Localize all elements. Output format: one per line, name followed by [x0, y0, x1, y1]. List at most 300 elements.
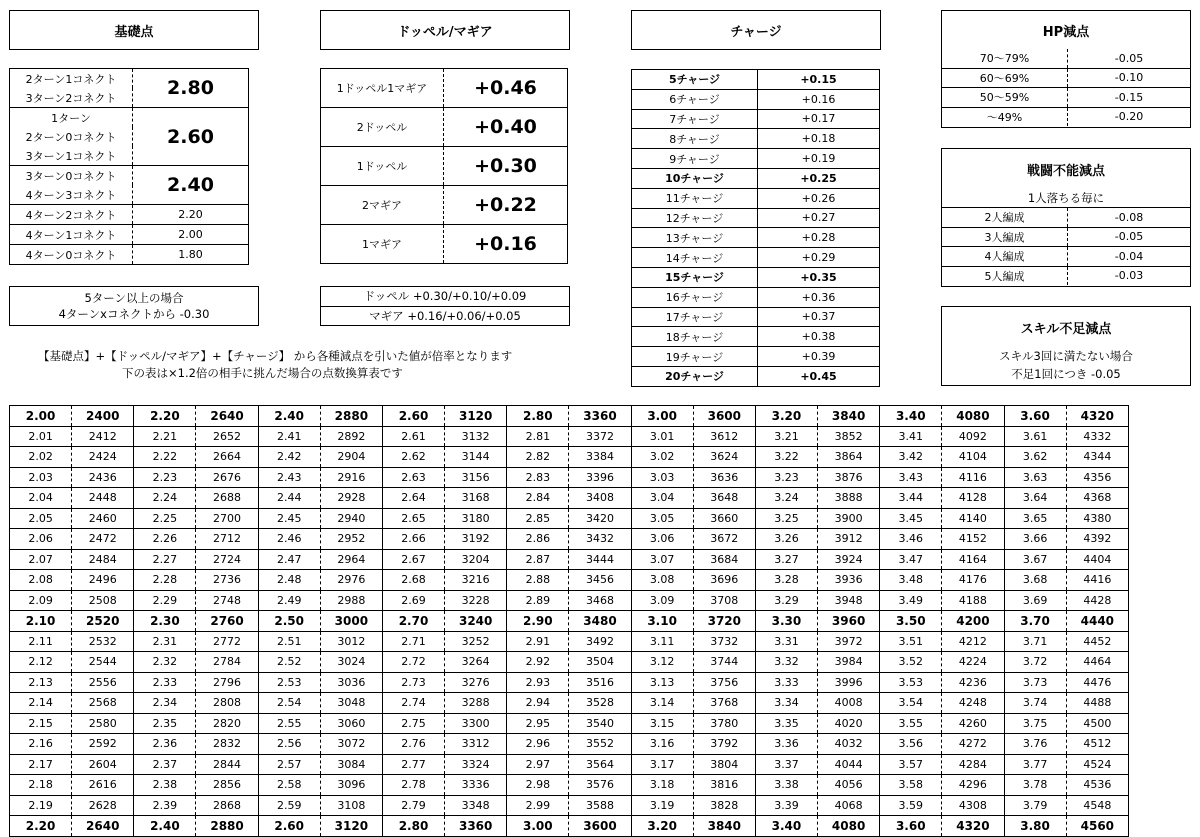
score-cell: 3744 — [693, 652, 755, 673]
score-cell: 3540 — [569, 713, 631, 734]
score-cell: 2796 — [196, 672, 258, 693]
multiplier-cell: 3.73 — [1004, 672, 1066, 693]
score-cell: 4488 — [1066, 693, 1128, 714]
multiplier-cell: 3.76 — [1004, 734, 1066, 755]
score-cell: 3780 — [693, 713, 755, 734]
score-cell: 4068 — [818, 795, 880, 816]
multiplier-cell: 3.74 — [1004, 693, 1066, 714]
multiplier-cell: 2.48 — [258, 570, 320, 591]
multiplier-cell: 2.36 — [134, 734, 196, 755]
base-note-line1: 5ターン以上の場合 — [84, 291, 184, 305]
score-cell: 3204 — [445, 549, 507, 570]
table-row — [10, 775, 1129, 796]
score-cell: 3624 — [693, 447, 755, 468]
score-cell: 2988 — [320, 590, 382, 611]
multiplier-cell: 2.49 — [258, 590, 320, 611]
score-cell: 3276 — [445, 672, 507, 693]
multiplier-cell: 3.78 — [1004, 775, 1066, 796]
hp-label: 70～79% — [942, 49, 1068, 68]
multiplier-cell: 3.29 — [755, 590, 817, 611]
table-row — [10, 713, 1129, 734]
charge-value: +0.15 — [758, 70, 880, 90]
score-cell: 3036 — [320, 672, 382, 693]
multiplier-cell: 2.60 — [258, 816, 320, 837]
multiplier-cell: 2.58 — [258, 775, 320, 796]
score-cell: 3228 — [445, 590, 507, 611]
charge-label: 12チャージ — [632, 208, 758, 228]
score-cell: 3516 — [569, 672, 631, 693]
score-cell: 2856 — [196, 775, 258, 796]
score-cell: 2748 — [196, 590, 258, 611]
multiplier-cell: 2.53 — [258, 672, 320, 693]
hp-header: HP減点 — [941, 10, 1191, 50]
multiplier-cell: 3.15 — [631, 713, 693, 734]
multiplier-cell: 2.52 — [258, 652, 320, 673]
score-cell: 2928 — [320, 488, 382, 509]
score-cell: 3672 — [693, 529, 755, 550]
score-cell: 2724 — [196, 549, 258, 570]
charge-value: +0.26 — [758, 188, 880, 208]
base-row — [10, 225, 249, 245]
hp-row — [942, 68, 1190, 88]
score-cell: 3420 — [569, 508, 631, 529]
formula-line2: 下の表は×1.2倍の相手に挑んだ場合の点数換算表です — [122, 366, 403, 380]
ko-value: -0.08 — [1068, 208, 1191, 228]
multiplier-cell: 3.12 — [631, 652, 693, 673]
score-cell: 3876 — [818, 467, 880, 488]
score-cell: 2592 — [72, 734, 134, 755]
multiplier-cell: 3.62 — [1004, 447, 1066, 468]
base-label: 2ターン0コネクト — [10, 127, 133, 146]
score-cell: 3132 — [445, 426, 507, 447]
charge-label: 6チャージ — [632, 89, 758, 109]
charge-row — [632, 228, 880, 248]
score-cell: 2904 — [320, 447, 382, 468]
multiplier-cell: 3.26 — [755, 529, 817, 550]
score-cell: 3336 — [445, 775, 507, 796]
multiplier-cell: 3.40 — [755, 816, 817, 837]
multiplier-cell: 3.48 — [880, 570, 942, 591]
score-cell: 3924 — [818, 549, 880, 570]
score-cell: 4164 — [942, 549, 1004, 570]
charge-label: 17チャージ — [632, 307, 758, 327]
score-cell: 4500 — [1066, 713, 1128, 734]
multiplier-cell: 2.12 — [10, 652, 72, 673]
score-cell: 4320 — [1066, 406, 1128, 427]
score-cell: 3660 — [693, 508, 755, 529]
multiplier-cell: 3.79 — [1004, 795, 1066, 816]
multiplier-cell: 2.97 — [507, 754, 569, 775]
ko-box — [941, 148, 1191, 287]
charge-row — [632, 267, 880, 287]
score-cell: 2628 — [72, 795, 134, 816]
hp-row — [942, 49, 1190, 68]
charge-value: +0.29 — [758, 248, 880, 268]
table-row — [10, 590, 1129, 611]
score-cell: 4152 — [942, 529, 1004, 550]
table-row — [10, 611, 1129, 632]
multiplier-cell: 3.58 — [880, 775, 942, 796]
multiplier-cell: 2.44 — [258, 488, 320, 509]
multiplier-cell: 3.31 — [755, 631, 817, 652]
multiplier-cell: 3.45 — [880, 508, 942, 529]
multiplier-cell: 3.39 — [755, 795, 817, 816]
score-cell: 3168 — [445, 488, 507, 509]
multiplier-cell: 3.20 — [631, 816, 693, 837]
score-cell: 3024 — [320, 652, 382, 673]
multiplier-cell: 2.72 — [382, 652, 444, 673]
base-note — [9, 286, 259, 326]
score-cell: 2736 — [196, 570, 258, 591]
multiplier-cell: 3.41 — [880, 426, 942, 447]
score-cell: 2520 — [72, 611, 134, 632]
score-cell: 3252 — [445, 631, 507, 652]
score-cell: 3972 — [818, 631, 880, 652]
multiplier-cell: 3.30 — [755, 611, 817, 632]
ko-table — [942, 207, 1190, 285]
charge-value: +0.28 — [758, 228, 880, 248]
score-cell: 4044 — [818, 754, 880, 775]
charge-row — [632, 287, 880, 307]
charge-value: +0.16 — [758, 89, 880, 109]
multiplier-cell: 3.50 — [880, 611, 942, 632]
multiplier-cell: 3.24 — [755, 488, 817, 509]
multiplier-cell: 2.20 — [10, 816, 72, 837]
score-cell: 4260 — [942, 713, 1004, 734]
base-header: 基礎点 — [9, 10, 259, 50]
charge-row — [632, 89, 880, 109]
base-label: 4ターン0コネクト — [10, 245, 133, 265]
score-cell: 4104 — [942, 447, 1004, 468]
charge-row — [632, 188, 880, 208]
score-cell: 2868 — [196, 795, 258, 816]
doppel-label: 2ドッペル — [321, 108, 444, 147]
score-cell: 2484 — [72, 549, 134, 570]
charge-label: 10チャージ — [632, 168, 758, 188]
multiplier-cell: 2.85 — [507, 508, 569, 529]
doppel-row — [321, 147, 568, 186]
score-cell: 3564 — [569, 754, 631, 775]
multiplier-cell: 2.15 — [10, 713, 72, 734]
doppel-value: +0.30 — [444, 147, 568, 186]
table-row — [10, 406, 1129, 427]
score-cell: 4404 — [1066, 549, 1128, 570]
base-label: 4ターン3コネクト — [10, 185, 133, 205]
score-cell: 3984 — [818, 652, 880, 673]
multiplier-cell: 2.63 — [382, 467, 444, 488]
table-row — [10, 426, 1129, 447]
multiplier-cell: 3.75 — [1004, 713, 1066, 734]
charge-table — [631, 69, 880, 387]
hp-value: -0.15 — [1068, 88, 1191, 108]
multiplier-cell: 3.43 — [880, 467, 942, 488]
charge-label: 15チャージ — [632, 267, 758, 287]
charge-label: 11チャージ — [632, 188, 758, 208]
multiplier-cell: 3.44 — [880, 488, 942, 509]
score-cell: 4008 — [818, 693, 880, 714]
score-cell: 4308 — [942, 795, 1004, 816]
multiplier-cell: 3.21 — [755, 426, 817, 447]
score-cell: 3048 — [320, 693, 382, 714]
multiplier-cell: 3.56 — [880, 734, 942, 755]
multiplier-cell: 2.64 — [382, 488, 444, 509]
score-cell: 3684 — [693, 549, 755, 570]
multiplier-cell: 2.55 — [258, 713, 320, 734]
score-cell: 3216 — [445, 570, 507, 591]
multiplier-cell: 3.19 — [631, 795, 693, 816]
charge-row — [632, 109, 880, 129]
multiplier-cell: 2.42 — [258, 447, 320, 468]
score-cell: 3828 — [693, 795, 755, 816]
doppel-header: ドッペル/マギア — [320, 10, 570, 50]
multiplier-cell: 2.84 — [507, 488, 569, 509]
multiplier-cell: 3.49 — [880, 590, 942, 611]
score-cell: 2580 — [72, 713, 134, 734]
score-cell: 4116 — [942, 467, 1004, 488]
multiplier-cell: 3.27 — [755, 549, 817, 570]
base-row — [10, 205, 249, 225]
table-row — [10, 447, 1129, 468]
multiplier-cell: 2.94 — [507, 693, 569, 714]
hp-value: -0.20 — [1114, 110, 1144, 124]
multiplier-cell: 2.35 — [134, 713, 196, 734]
table-row — [10, 693, 1129, 714]
score-cell: 3120 — [445, 406, 507, 427]
score-cell: 2664 — [196, 447, 258, 468]
multiplier-cell: 3.28 — [755, 570, 817, 591]
base-row — [10, 69, 249, 89]
score-cell: 3840 — [818, 406, 880, 427]
score-cell: 2964 — [320, 549, 382, 570]
score-cell: 3504 — [569, 652, 631, 673]
score-cell: 2496 — [72, 570, 134, 591]
multiplier-cell: 3.23 — [755, 467, 817, 488]
base-label: 3ターン2コネクト — [10, 88, 133, 108]
base-label: 4ターン2コネクト — [10, 205, 133, 225]
doppel-note — [320, 286, 570, 326]
table-row — [10, 652, 1129, 673]
score-cell: 3288 — [445, 693, 507, 714]
ko-row — [942, 247, 1190, 267]
score-cell: 4020 — [818, 713, 880, 734]
multiplier-cell: 2.70 — [382, 611, 444, 632]
hp-table-box — [941, 49, 1191, 128]
doppel-label: 1ドッペル — [321, 147, 444, 186]
doppel-note-line2: マギア +0.16/+0.06/+0.05 — [369, 309, 521, 323]
charge-header: チャージ — [631, 10, 881, 50]
multiplier-cell: 3.64 — [1004, 488, 1066, 509]
base-row — [10, 245, 249, 265]
multiplier-cell: 2.68 — [382, 570, 444, 591]
hp-row — [942, 88, 1190, 108]
hp-label: 50～59% — [942, 88, 1068, 108]
skill-header: スキル不足減点 — [1020, 321, 1112, 337]
base-label: 3ターン1コネクト — [10, 146, 133, 166]
charge-label: 7チャージ — [632, 109, 758, 129]
base-value: 1.80 — [178, 248, 203, 261]
multiplier-cell: 2.96 — [507, 734, 569, 755]
charge-label: 18チャージ — [632, 327, 758, 347]
table-row — [10, 549, 1129, 570]
score-cell: 2412 — [72, 426, 134, 447]
score-cell: 4464 — [1066, 652, 1128, 673]
multiplier-cell: 2.57 — [258, 754, 320, 775]
score-cell: 4428 — [1066, 590, 1128, 611]
multiplier-cell: 2.06 — [10, 529, 72, 550]
doppel-row — [321, 225, 568, 264]
multiplier-cell: 2.66 — [382, 529, 444, 550]
charge-value: +0.36 — [758, 287, 880, 307]
score-cell: 3636 — [693, 467, 755, 488]
multiplier-cell: 3.59 — [880, 795, 942, 816]
multiplier-cell: 2.30 — [134, 611, 196, 632]
score-cell: 3072 — [320, 734, 382, 755]
multiplier-cell: 2.88 — [507, 570, 569, 591]
multiplier-cell: 2.80 — [382, 816, 444, 837]
score-cell: 4380 — [1066, 508, 1128, 529]
multiplier-cell: 3.16 — [631, 734, 693, 755]
score-cell: 4176 — [942, 570, 1004, 591]
multiplier-cell: 3.14 — [631, 693, 693, 714]
ko-header: 戦闘不能減点 — [1026, 163, 1105, 179]
base-value: 2.80 — [133, 69, 249, 108]
base-label: 3ターン0コネクト — [10, 166, 133, 186]
score-cell: 3528 — [569, 693, 631, 714]
multiplier-cell: 2.87 — [507, 549, 569, 570]
multiplier-cell: 2.29 — [134, 590, 196, 611]
doppel-magia-table — [320, 68, 568, 264]
charge-value: +0.18 — [758, 129, 880, 149]
score-cell: 3720 — [693, 611, 755, 632]
score-cell: 4056 — [818, 775, 880, 796]
score-cell: 3888 — [818, 488, 880, 509]
multiplier-cell: 3.53 — [880, 672, 942, 693]
multiplier-cell: 2.90 — [507, 611, 569, 632]
score-cell: 4224 — [942, 652, 1004, 673]
multiplier-cell: 2.83 — [507, 467, 569, 488]
multiplier-cell: 2.10 — [10, 611, 72, 632]
multiplier-cell: 3.17 — [631, 754, 693, 775]
ko-subtitle: 1人落ちる毎に — [1027, 191, 1105, 205]
score-cell: 2448 — [72, 488, 134, 509]
charge-label: 8チャージ — [632, 129, 758, 149]
base-value: 2.60 — [133, 108, 249, 166]
base-note-line2: 4ターンxコネクトから -0.30 — [58, 307, 210, 321]
multiplier-cell: 3.33 — [755, 672, 817, 693]
multiplier-cell: 2.19 — [10, 795, 72, 816]
multiplier-cell: 2.92 — [507, 652, 569, 673]
hp-label: ～49% — [942, 107, 1068, 126]
score-cell: 3900 — [818, 508, 880, 529]
multiplier-cell: 3.00 — [631, 406, 693, 427]
score-cell: 3852 — [818, 426, 880, 447]
score-cell: 2712 — [196, 529, 258, 550]
multiplier-cell: 2.21 — [134, 426, 196, 447]
charge-value: +0.38 — [758, 327, 880, 347]
score-cell: 3600 — [569, 816, 631, 837]
table-row — [10, 816, 1129, 837]
score-cell: 3756 — [693, 672, 755, 693]
table-row — [10, 467, 1129, 488]
multiplier-cell: 2.45 — [258, 508, 320, 529]
score-cell: 2952 — [320, 529, 382, 550]
doppel-row — [321, 108, 568, 147]
multiplier-cell: 3.05 — [631, 508, 693, 529]
charge-value: +0.45 — [800, 369, 837, 383]
multiplier-cell: 3.02 — [631, 447, 693, 468]
multiplier-cell: 3.71 — [1004, 631, 1066, 652]
multiplier-cell: 2.46 — [258, 529, 320, 550]
multiplier-cell: 3.00 — [507, 816, 569, 837]
score-cell: 3480 — [569, 611, 631, 632]
multiplier-cell: 2.18 — [10, 775, 72, 796]
score-cell: 2892 — [320, 426, 382, 447]
multiplier-cell: 3.10 — [631, 611, 693, 632]
score-cell: 3948 — [818, 590, 880, 611]
score-conversion-table — [9, 405, 1129, 837]
multiplier-cell: 3.65 — [1004, 508, 1066, 529]
score-cell: 4296 — [942, 775, 1004, 796]
multiplier-cell: 3.32 — [755, 652, 817, 673]
multiplier-cell: 2.67 — [382, 549, 444, 570]
score-cell: 2700 — [196, 508, 258, 529]
score-cell: 3648 — [693, 488, 755, 509]
multiplier-cell: 3.08 — [631, 570, 693, 591]
multiplier-cell: 2.98 — [507, 775, 569, 796]
score-cell: 3192 — [445, 529, 507, 550]
score-cell: 3552 — [569, 734, 631, 755]
skill-line2: 不足1回につき -0.05 — [1011, 367, 1121, 381]
multiplier-cell: 2.23 — [134, 467, 196, 488]
charge-label: 16チャージ — [632, 287, 758, 307]
multiplier-cell: 3.70 — [1004, 611, 1066, 632]
score-cell: 2640 — [196, 406, 258, 427]
multiplier-cell: 3.18 — [631, 775, 693, 796]
multiplier-cell: 3.13 — [631, 672, 693, 693]
score-cell: 3936 — [818, 570, 880, 591]
multiplier-cell: 3.25 — [755, 508, 817, 529]
multiplier-cell: 2.69 — [382, 590, 444, 611]
multiplier-cell: 2.91 — [507, 631, 569, 652]
score-cell: 2844 — [196, 754, 258, 775]
score-cell: 3912 — [818, 529, 880, 550]
base-row — [10, 108, 249, 128]
charge-row — [632, 70, 880, 90]
score-cell: 4188 — [942, 590, 1004, 611]
ko-row — [942, 208, 1190, 228]
hp-label: 60～69% — [942, 68, 1068, 88]
score-cell: 2676 — [196, 467, 258, 488]
multiplier-cell: 2.38 — [134, 775, 196, 796]
score-cell: 2784 — [196, 652, 258, 673]
multiplier-cell: 2.09 — [10, 590, 72, 611]
score-cell: 3156 — [445, 467, 507, 488]
multiplier-cell: 3.38 — [755, 775, 817, 796]
multiplier-cell: 2.93 — [507, 672, 569, 693]
multiplier-cell: 2.33 — [134, 672, 196, 693]
score-cell: 2424 — [72, 447, 134, 468]
multiplier-cell: 3.51 — [880, 631, 942, 652]
score-cell: 3084 — [320, 754, 382, 775]
multiplier-cell: 2.74 — [382, 693, 444, 714]
table-row — [10, 570, 1129, 591]
base-points-table — [9, 68, 249, 265]
charge-value: +0.39 — [758, 347, 880, 367]
score-cell: 3396 — [569, 467, 631, 488]
ko-label: 2人編成 — [942, 208, 1068, 228]
doppel-value: +0.40 — [444, 108, 568, 147]
score-cell: 4356 — [1066, 467, 1128, 488]
